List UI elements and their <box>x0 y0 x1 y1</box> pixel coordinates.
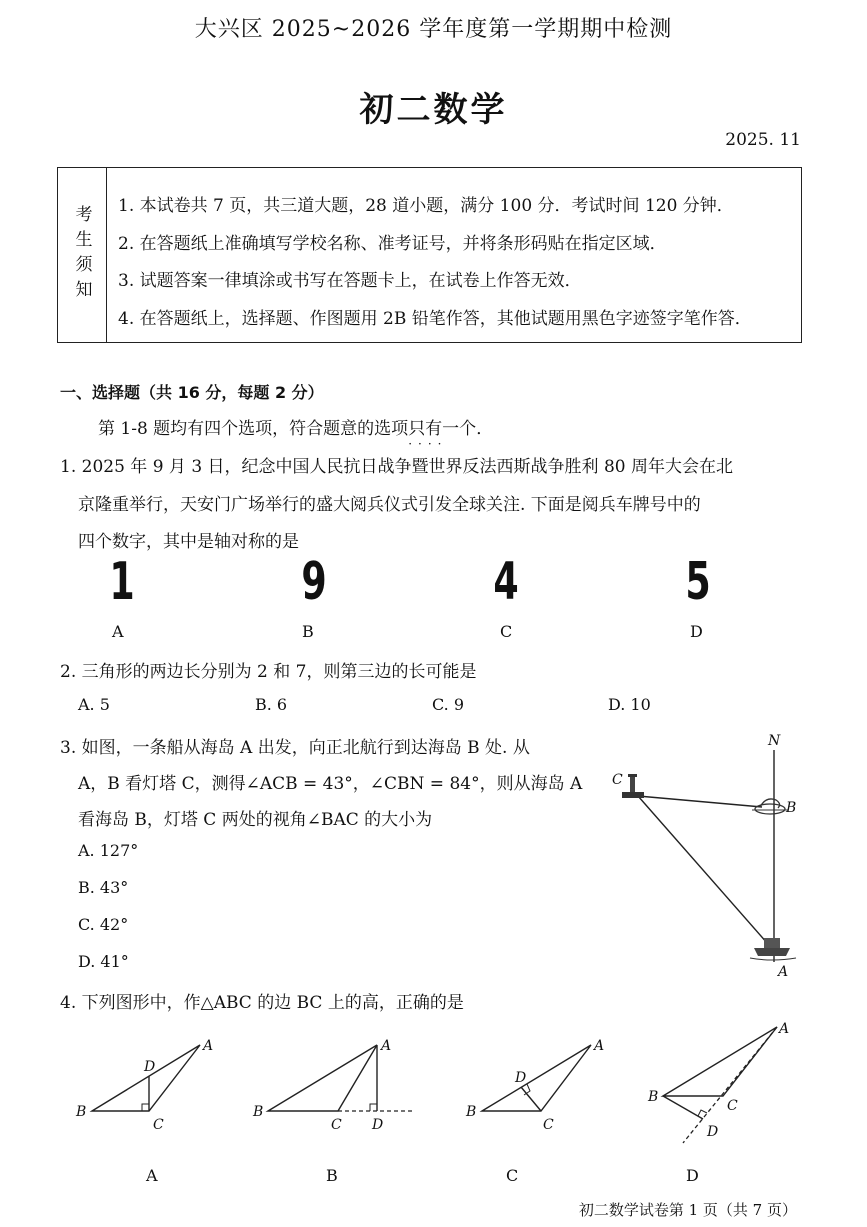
segment-ca <box>638 796 768 944</box>
c-label-d: D <box>515 1070 527 1086</box>
b-label-a: A <box>381 1038 392 1054</box>
q2-option-a: A. 5 <box>78 695 110 714</box>
notice-label: 考生须知 <box>71 205 92 305</box>
subject-title: 初二数学 <box>359 90 508 130</box>
q1-digit-1: 1 <box>109 552 135 612</box>
q4-figure-d <box>640 1015 800 1155</box>
notice-item-2: 2. 在答题纸上准确填写学校名称、准考证号，并将条形码贴在指定区域． <box>118 234 667 254</box>
instruction-emphasis <box>408 419 477 451</box>
q3-navigation-figure <box>600 730 815 985</box>
label-n: N <box>768 733 781 749</box>
d-label-c: C <box>727 1098 738 1114</box>
q2-option-c: C. 9 <box>432 695 465 714</box>
q3-line-2: A，B 看灯塔 C，测得∠ACB = 43°，∠CBN = 84°，则从海岛 A <box>78 774 583 794</box>
instruction-emphasis-text: 只有一个 <box>408 419 477 439</box>
exam-date: 2025. 11 <box>725 130 801 150</box>
instruction-pre: 第 1-8 题均有四个选项，符合题意的选项 <box>98 419 409 439</box>
page-footer: 初二数学试卷第 1 页（共 7 页） <box>578 1201 797 1219</box>
a-label-c: C <box>153 1117 164 1133</box>
label-b: B <box>786 800 797 816</box>
q4-label-c: C <box>506 1166 519 1185</box>
q1-label-d: D <box>690 622 703 641</box>
d-label-d: D <box>707 1124 719 1140</box>
q3-option-c: C. 42° <box>78 915 129 934</box>
q1-line-3: 四个数字，其中是轴对称的是 <box>78 532 299 552</box>
q1-digit-5: 5 <box>685 552 711 612</box>
q4-figure-b <box>250 1030 420 1140</box>
section-instruction <box>98 414 494 451</box>
a-label-d: D <box>144 1059 156 1075</box>
q1-digit-4: 4 <box>493 552 519 612</box>
a-label-b: B <box>76 1104 87 1120</box>
segment-cb <box>638 796 762 807</box>
lighthouse-icon <box>622 774 644 798</box>
b-label-b: B <box>253 1104 264 1120</box>
notice-item-3: 3. 试题答案一律填涂或书写在答题卡上，在试卷上作答无效． <box>118 271 582 291</box>
q4-stem: 4. 下列图形中，作△ABC 的边 BC 上的高，正确的是 <box>60 993 464 1013</box>
section-title: 一、选择题（共 16 分，每题 2 分） <box>60 383 324 402</box>
c-label-a: A <box>594 1038 605 1054</box>
q3-option-a: A. 127° <box>78 841 139 860</box>
instruction-post: ． <box>476 419 494 439</box>
q1-line-1: 1. 2025 年 9 月 3 日，纪念中国人民抗日战争暨世界反法西斯战争胜利 80 周年大会在北 <box>60 457 733 477</box>
q4-figure-a <box>70 1030 230 1140</box>
d-label-a: A <box>779 1021 790 1037</box>
notice-item-1: 1. 本试卷共 7 页，共三道大题，28 道小题，满分 100 分．考试时间 120 分钟． <box>118 196 734 216</box>
ship-a-icon <box>750 938 796 960</box>
q3-line-1: 3. 如图，一条船从海岛 A 出发，向正北航行到达海岛 B 处. 从 <box>60 738 530 758</box>
a-label-a: A <box>203 1038 214 1054</box>
island-b-icon <box>752 799 788 814</box>
q1-line-2: 京隆重举行，天安门广场举行的盛大阅兵仪式引发全球关注. 下面是阅兵车牌号中的 <box>78 495 701 515</box>
q2-option-b: B. 6 <box>255 695 288 714</box>
q3-line-3: 看海岛 B，灯塔 C 两处的视角∠BAC 的大小为 <box>78 810 433 830</box>
q4-figure-c <box>460 1030 620 1140</box>
c-label-c: C <box>543 1117 554 1133</box>
d-label-b: B <box>648 1089 659 1105</box>
q3-option-d: D. 41° <box>78 952 129 971</box>
exam-title: 大兴区 2025~2026 学年度第一学期期中检测 <box>194 17 673 42</box>
q3-option-b: B. 43° <box>78 878 129 897</box>
b-label-c: C <box>331 1117 342 1133</box>
candidate-notice-box <box>57 167 802 343</box>
q1-label-b: B <box>302 622 314 641</box>
q1-digit-9: 9 <box>301 552 327 612</box>
q1-label-a: A <box>112 622 124 641</box>
label-a: A <box>778 964 789 980</box>
c-label-b: B <box>466 1104 477 1120</box>
q2-stem: 2. 三角形的两边长分别为 2 和 7，则第三边的长可能是 <box>60 662 477 682</box>
notice-label-cell <box>58 168 107 342</box>
label-c: C <box>612 772 623 788</box>
q2-option-d: D. 10 <box>608 695 651 714</box>
b-label-d: D <box>372 1117 384 1133</box>
q1-label-c: C <box>500 622 513 641</box>
q4-label-d: D <box>686 1166 699 1185</box>
emphasis-dots: ···· <box>408 437 448 451</box>
q4-label-a: A <box>146 1166 158 1185</box>
q4-label-b: B <box>326 1166 338 1185</box>
notice-item-4: 4. 在答题纸上，选择题、作图题用 2B 铅笔作答，其他试题用黑色字迹签字笔作答． <box>118 309 752 329</box>
